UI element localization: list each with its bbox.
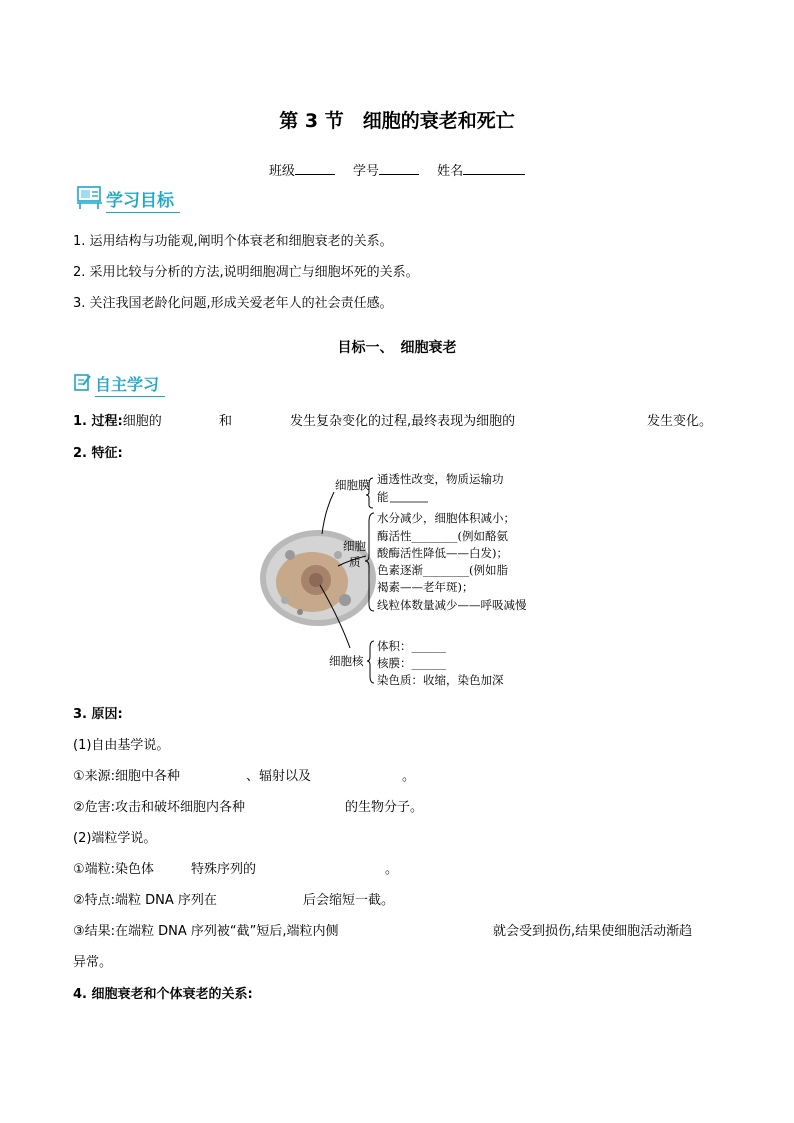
cytoplasm-line-6: 线粒体数量减少——呼吸减慢 (377, 598, 527, 612)
telomere-result: ③结果:在端粒 DNA 序列被“截”短后,端粒内侧 (73, 924, 339, 939)
page-title: 第 3 节 细胞的衰老和死亡 (279, 110, 515, 132)
free-radical-harm: ②危害:攻击和破坏细胞内各种 (73, 800, 246, 815)
process-line: 1. 过程:细胞的 (73, 414, 162, 429)
membrane-line-2: 能 (377, 490, 389, 504)
id-label: 学号 (352, 164, 379, 179)
process-text: 发生复杂变化的过程,最终表现为细胞的 (290, 414, 516, 429)
free-radical-source-end: 。 (402, 769, 416, 784)
goal-one-title: 目标一、 细胞衰老 (337, 340, 457, 356)
objective-item: 1. 运用结构与功能观,阐明个体衰老和细胞衰老的关系。 (73, 234, 393, 249)
causes-heading: 3. 原因: (73, 707, 123, 722)
cytoplasm-line-2: 酶活性________(例如酪氨 (377, 529, 508, 543)
features-heading: 2. 特征: (73, 446, 123, 461)
relationship-heading: 4. 细胞衰老和个体衰老的关系: (73, 987, 253, 1002)
cytoplasm-line-4: 色素逐渐________(例如脂 (377, 563, 508, 577)
membrane-line-1: 通透性改变，物质运输功 (377, 472, 504, 486)
nucleus-line-2: 核膜：______ (377, 656, 446, 670)
process-end: 发生变化。 (647, 414, 713, 429)
free-radical-source: ①来源:细胞中各种 (73, 769, 181, 784)
class-label: 班级 (268, 164, 295, 179)
objective-item: 2. 采用比较与分析的方法,说明细胞凋亡与细胞坏死的关系。 (73, 265, 419, 280)
cytoplasm-label-1: 细胞 (343, 539, 366, 553)
nucleus-line-1: 体积：______ (377, 639, 446, 653)
telomere-definition-end: 。 (385, 862, 399, 877)
self-study-heading: 自主学习 (95, 372, 159, 395)
telomere-feature: ②特点:端粒 DNA 序列在 (73, 893, 217, 908)
free-radical-source-mid: 、辐射以及 (246, 769, 312, 784)
name-label: 姓名 (437, 164, 464, 179)
cytoplasm-line-5: 褐素——老年斑)； (377, 580, 474, 594)
telomere-definition: ①端粒:染色体 (73, 862, 155, 877)
process-and: 和 (219, 414, 233, 429)
telomere-result-end: 就会受到损伤,结果使细胞活动渐趋 (493, 924, 693, 939)
membrane-label: 细胞膜 (335, 478, 370, 492)
nucleus-label: 细胞核 (329, 654, 364, 668)
telomere-result-cont: 异常。 (73, 955, 113, 970)
telomere-theory: (2)端粒学说。 (73, 831, 157, 846)
free-radical-theory: (1)自由基学说。 (73, 738, 170, 753)
cytoplasm-label-2: 质 (349, 555, 361, 569)
objective-item: 3. 关注我国老龄化问题,形成关爱老年人的社会责任感。 (73, 296, 393, 311)
telomere-feature-end: 后会缩短一截。 (303, 893, 395, 908)
cytoplasm-line-1: 水分减少，细胞体积减小； (377, 511, 515, 525)
nucleus-line-3: 染色质：收缩，染色加深 (377, 673, 504, 687)
free-radical-harm-end: 的生物分子。 (345, 800, 424, 815)
cytoplasm-line-3: 酸酶活性降低——白发)； (377, 546, 508, 560)
objectives-heading: 学习目标 (106, 186, 174, 211)
telomere-definition-mid: 特殊序列的 (191, 862, 257, 877)
